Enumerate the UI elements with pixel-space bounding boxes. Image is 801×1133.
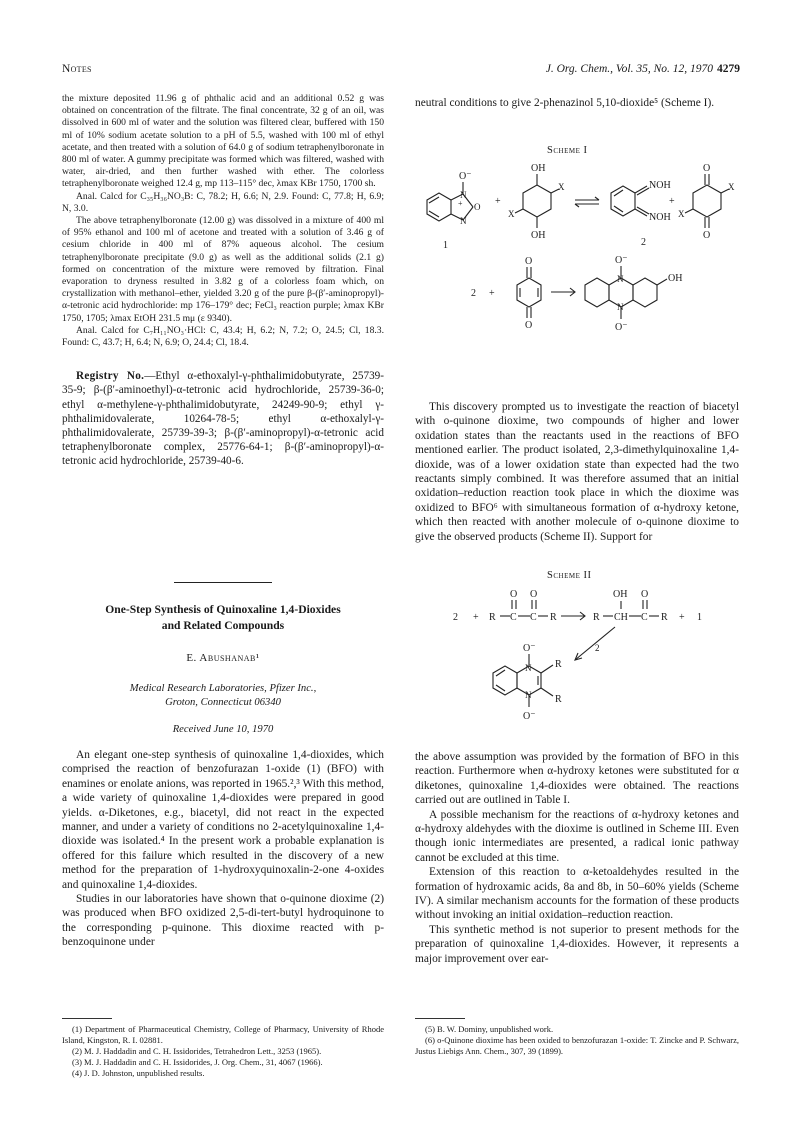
phenazine-ring-left [585, 278, 609, 307]
right-paragraph-bottom [415, 750, 739, 966]
received-date: Received June 10, 1970 [172, 724, 274, 735]
exp-paragraph-4: Anal. Calcd for C₇H₁₁NO₃·HCl: C, 43.4; H, 6.2; N, 7.2; O, 24.5; Cl, 18.3. Found: C, 43.7; H, 6.4; N, 6.9; O, 24.4; Cl, 18.4. [62, 324, 384, 349]
right-text-top: neutral conditions to give 2-phenazinol 5,10-dioxide⁵ (Scheme I). [415, 97, 715, 109]
s2-n-bottom: N [525, 690, 532, 700]
s2-arrow-label: 2 [595, 643, 600, 653]
s2-prod-r-right: R [661, 612, 668, 623]
s2-prod-r-left: R [593, 612, 600, 623]
s2-r-left: R [489, 612, 496, 623]
scheme1-plus-3: + [489, 288, 495, 299]
reactant-2-label: 2 [471, 288, 476, 299]
exp-paragraph-1: the mixture deposited 11.96 g of phthalic acid and an additional 0.52 g was obtained on concentration of the filtrate. The final concentrate, 32 g of an oil, was dissolved in 600 ml of water and the solution was filtered clear, buffered with 150 ml of 10% sodium acetate solution to a pH of 5.5, washed with 100 ml of ethyl acetate, and then treated with a solution of 64.0 g of sodium tetraphenylboronate in 800 ml of water. A gummy precipitate was formed which was filtered, washed with water, air-dried, and then further washed with ether. The colorless tetraphenylboronate weighed 12.4 g, mp 113–115° dec, λmax KBr 1750, 1700 sh. [62, 93, 384, 190]
s2-n-top: N [525, 663, 532, 673]
right-paragraph-middle [415, 400, 739, 544]
s2-compound-1: 1 [697, 612, 702, 623]
phenazine-o-bottom: O⁻ [615, 322, 628, 333]
s2-quinox-r-top: R [555, 659, 562, 670]
bfo-n-top: N [460, 190, 467, 200]
footnotes-left [62, 1024, 384, 1079]
footnote-rule-left [62, 1018, 112, 1019]
hq-oh-bottom: OH [531, 230, 546, 241]
journal-name: J. Org. Chem., Vol. 35, No. 12, 1970 [545, 63, 713, 75]
s2-o-minus-top: O⁻ [523, 643, 536, 654]
registry-paragraph [62, 369, 384, 468]
bq-o-top: O [525, 256, 533, 267]
s2-o-minus-bottom: O⁻ [523, 711, 536, 722]
article-separator [174, 582, 272, 583]
author: E. Abushanab¹ [186, 652, 260, 664]
scheme1-plus-2: + [669, 196, 675, 207]
right-text-bottom-3: Extension of this reaction to α-ketoaldehydes resulted in the formation of hydroxamic acids, 8a and 8b, in 50–60% yields (Scheme IV). A similar mechanism accounts for the formation of these products without invoking an initial oxidation–reduction reaction. [415, 866, 739, 922]
quinone-o-top: O [703, 163, 711, 174]
s2-quinox-r-bottom: R [555, 694, 562, 705]
hq-x-right: X [558, 182, 565, 192]
scheme-1-label: Scheme I [547, 145, 588, 156]
bfo-ring-o: O [474, 202, 481, 212]
footnote-3: (3) M. J. Haddadin and C. H. Issidorides, J. Org. Chem., 31, 4067 (1966). [72, 1057, 323, 1067]
affiliation [62, 682, 384, 710]
s2-coefficient-2: 2 [453, 612, 458, 623]
scheme-2-diagram [415, 585, 739, 735]
footnotes-right [415, 1024, 739, 1057]
quinone-x-right: X [728, 182, 735, 192]
right-text-bottom-4: This synthetic method is not superior to present methods for the preparation of quinoxaline 1,4-dioxides. However, it represents a major improvement over ear- [415, 923, 739, 965]
s2-o-2: O [530, 589, 538, 600]
dioxime-noh-top: NOH [649, 180, 671, 191]
footnote-4: (4) J. D. Johnston, unpublished results. [72, 1068, 205, 1078]
s2-r-right: R [550, 612, 557, 623]
right-text-middle: This discovery prompted us to investigate the reaction of biacetyl with o-quinone dioxime, two compounds of higher and lower oxidation states than the reactants used in the reactions of BFO mentioned earlier. The product isolated, 2,3-dimethylquinoxaline 1,4-dioxide, was of a lower oxidation state than expected had the two reactants simply combined. It was therefore assumed that an initial oxidation–reduction reaction took place in which the dioxime was oxidized to BFO⁶ with simultaneous formation of α-hydroxy ketone, which then reacted with another molecule of o-quinone dioxime to give the observed products (Scheme II). Support for [415, 401, 739, 543]
footnote-5: (5) B. W. Dominy, unpublished work. [425, 1024, 554, 1034]
bfo-n-bottom: N [460, 216, 467, 226]
page-header [62, 63, 740, 83]
bfo-charge-plus: + [458, 199, 463, 208]
benzoquinone-ring [517, 278, 541, 307]
scheme-1-diagram [415, 160, 739, 375]
page-number: 4279 [717, 63, 740, 75]
s2-c-2: C [530, 612, 537, 623]
bq-o-bottom: O [525, 320, 533, 331]
s2-o-1: O [510, 589, 518, 600]
footnote-1: (1) Department of Pharmaceutical Chemistry, College of Pharmacy, University of Rhode Island, Kingston, R. I. 02881. [62, 1024, 384, 1045]
scheme1-plus-1: + [495, 196, 501, 207]
phenazine-n-top: N [617, 274, 624, 284]
phenazine-n-bottom: N [617, 302, 624, 312]
phenazine-ring-right [633, 278, 657, 307]
right-paragraph-top [415, 96, 739, 110]
s2-plus-1: + [473, 612, 479, 623]
intro-text [62, 748, 384, 950]
title-line-1: One-Step Synthesis of Quinoxaline 1,4-Dioxides [105, 603, 341, 616]
compound-2-label: 2 [641, 237, 646, 248]
scheme-2-label: Scheme II [547, 570, 592, 581]
registry-label: Registry No. [76, 370, 145, 383]
quinone-ring-right [693, 185, 721, 217]
quinone-o-bottom: O [703, 230, 711, 241]
hq-oh-top: OH [531, 163, 546, 174]
affiliation-line-1: Medical Research Laboratories, Pfizer Inc., [129, 683, 317, 694]
section-label: Notes [62, 63, 92, 75]
exp-paragraph-2: Anal. Calcd for C₃₅H₃₆NO₃B: C, 78.2; H, 6.6; N, 2.9. Found: C, 77.8; H, 6.9; N, 3.0. [62, 190, 384, 214]
phenazine-o-top: O⁻ [615, 255, 628, 266]
right-text-bottom-1: the above assumption was provided by the formation of BFO in this reaction. Furthermore when α-hydroxy ketones were substituted for α diketones, quinoxaline 1,4-dioxides were obtained. The reactions carried out are outlined in Table I. [415, 751, 739, 807]
intro-paragraph-1: An elegant one-step synthesis of quinoxaline 1,4-dioxides, which comprised the reaction of benzofurazan 1-oxide (1) (BFO) with enamines or enolate anions, was reported in 1965.²,³ With this method, a wide variety of quinoxaline 1,4-dioxides were prepared in good yields. α-Diketones, e.g., biacetyl, did not react in the expected manner, and under a variety of conditions no 2-acetylquinoxaline 1,4-dioxide was isolated.⁴ In the present work a probable explanation is offered for this failure which resulted in the discovery of a new method for the preparation of 1-hydroxyquinoxalin-2-one 4-oxides and quinoxaline 1,4-dioxides. [62, 749, 384, 891]
intro-paragraph-2: Studies in our laboratories have shown that o-quinone dioxime (2) was produced when BFO oxidized 2,5-di-tert-butyl hydroquinone to the corresponding p-quinone. This dioxime reacted with p-benzoquinone under [62, 893, 384, 949]
phenazine-oh: OH [668, 273, 683, 284]
footnote-6: (6) o-Quinone dioxime has been oxided to benzofurazan 1-oxide: T. Zincke and P. Schwarz, Justus Liebigs Ann. Chem., 307, 39 (1899). [415, 1035, 739, 1056]
article-title [62, 602, 384, 634]
s2-prod-o: O [641, 589, 649, 600]
exp-paragraph-3: The above tetraphenylboronate (12.00 g) was dissolved in a mixture of 400 ml of 95% ethanol and 100 ml of acetone and treated with a solution of 3.46 g of cesium chloride in 400 ml of 87% aqueous alcohol. The cesium tetraphenylboronate precipitate (9.0 g) as well as the additional solids (2.1 g) formed on concentration of the mixture were removed by filtration. Final evaporation to dryness resulted in 3.82 g of a colorless foam which, on crystallization with methanol–ether, yielded 3.20 g of the pure β-(β′-aminopropyl)-α-tetronic acid hydrochloride: mp 176–179° dec; FeCl₃ reaction purple; λmax KBr 1750, 1705; λmax EtOH 231.5 mμ (ε 9340). [62, 215, 384, 324]
hq-x-left: X [508, 209, 515, 219]
affiliation-line-2: Groton, Connecticut 06340 [165, 697, 281, 708]
right-text-bottom-2: A possible mechanism for the reactions of α-hydroxy ketones and α-hydroxy aldehydes with the dioxime is outlined in Scheme III. Even though ionic intermediates are presented, a radical ionic pathway cannot be excluded at this time. [415, 808, 739, 864]
bfo-o-minus: O⁻ [459, 171, 472, 182]
s2-ch: CH [614, 612, 628, 623]
registry-text: —Ethyl α-ethoxalyl-γ-phthalimidobutyrate, 25739-35-9; β-(β′-aminoethyl)-α-tetronic acid hydrochloride, 25739-36-0; ethyl α-methylene-γ-phthalimidobutyrate, 24249-90-9; ethyl γ-phthalimidovalerate, 10264-78-5; ethyl α-ethoxalyl-γ-phthalimidovalerate, 25739-39-3; β-(β′-aminopropyl)-α-tetronic acid tetraphenylboronate complex, 25776-64-1; β-(β′-aminopropyl)-α-tetronic acid hydrochloride, 25739-40-6. [62, 370, 384, 468]
s2-c-1: C [510, 612, 517, 623]
title-line-2: and Related Compounds [161, 619, 285, 632]
journal-citation [546, 63, 740, 75]
quinone-x-left: X [678, 209, 685, 219]
dioxime-noh-bottom: NOH [649, 212, 671, 223]
footnote-2: (2) M. J. Haddadin and C. H. Issidorides, Tetrahedron Lett., 3253 (1965). [72, 1046, 322, 1056]
s2-prod-c: C [641, 612, 648, 623]
compound-1-label: 1 [443, 240, 448, 251]
left-column-top [62, 93, 384, 469]
s2-plus-2: + [679, 612, 685, 623]
hydroquinone-ring [523, 185, 551, 217]
s2-oh: OH [613, 589, 628, 600]
footnote-rule-right [415, 1018, 465, 1019]
